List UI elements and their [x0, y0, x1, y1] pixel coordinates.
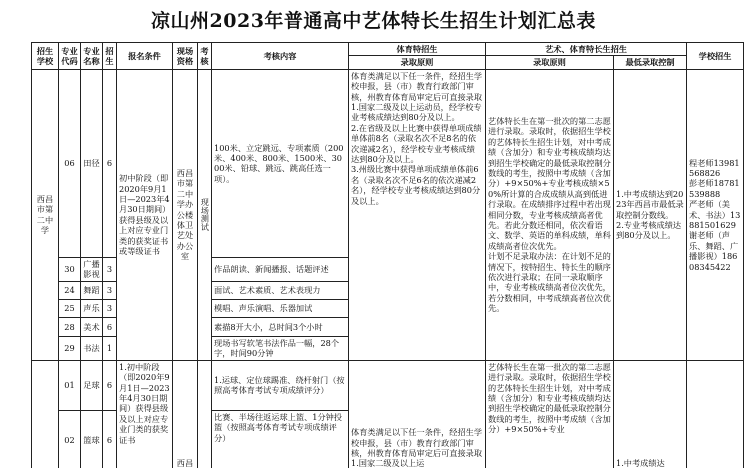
- contact: [687, 360, 744, 468]
- exam-content: 100米、立定跳远、专项素质（200米、400米、800米、1500米、3000米、铅球、跳远、跳高任选一项）。: [212, 69, 349, 257]
- exam-content: 面试、艺术素质、艺术表现力: [212, 281, 349, 299]
- header-sports-principle: 录取原则: [349, 56, 486, 69]
- major-name: 篮球: [81, 410, 103, 468]
- header-review: 考核: [198, 43, 212, 70]
- review-method: [198, 360, 212, 468]
- major-quota: 1: [103, 336, 117, 360]
- header-venue: 现场资格: [173, 43, 198, 70]
- major-quota: 6: [103, 410, 117, 468]
- exam-content: 比赛、半场往返运球上篮、1分钟投篮（按照高考体育考试专项成绩评分）: [212, 410, 349, 468]
- contact: 程老师13981568826 彭老师18781539888 严老师（美术、书法）13881501629 谢老师（声乐、舞蹈、广播影视）18608345422: [687, 69, 744, 360]
- sports-principle: 体育类满足以下任一条件，经招生学校申报，县（市）教育行政部门审核，州教育体育局审定后可直接录取 1.国家二级及以上运动员，经学校专业考核成绩达到80分及以上。 2.在省级及以上比赛中获得单项成绩单体前8名（录取名次不足8名的依次递减2名），经学校专业考核成绩达到80分及以上。 3.州级比赛中获得单项成绩单体前6名（录取名次不足6名的依次递减2名），经学校专业考核成绩达到80分及以上。: [349, 69, 486, 360]
- header-quota: 招生: [103, 43, 117, 70]
- major-name: 美术: [81, 317, 103, 336]
- major-code: 30: [59, 257, 81, 281]
- major-quota: 3: [103, 257, 117, 281]
- school-name: [32, 360, 59, 468]
- exam-content: 素描8开大小，总时间3个小时: [212, 317, 349, 336]
- table-row: [32, 360, 744, 410]
- major-code: 29: [59, 336, 81, 360]
- header-content: 考核内容: [212, 43, 349, 70]
- venue: 西昌: [173, 360, 198, 468]
- major-name: 书法: [81, 336, 103, 360]
- exam-content: 1.运球、定位球踢准、绕杆射门（按照高考体育考试专项成绩评分）: [212, 360, 349, 410]
- art-principle: 艺体特长生在第一批次的第二志愿进行录取。录取时，依据招生学校的艺体特长生招生计划，对中考成绩（含加分）和专业考核成绩均达到招生学校确定的最低录取控制分数线的考生，按照中考成绩（含加分）+9×50%+专业考核成绩×50%所计算的合成成绩从高到低进行录取。在成绩排序过程中若出现相同分数，专业考核成绩高者优先。若此分数还相同，依次看语文、数学、英语的单科成绩，单科成绩高者位次优先。 计划不足录取办法：在计划不足的情况下，按特招生、特长生的顺序依次进行录取；在同一录取顺序中，专业考核成绩高者位次优先，若分数相同，中考成绩高者位次优先。: [486, 69, 614, 360]
- major-code: 25: [59, 299, 81, 317]
- major-code: 02: [59, 410, 81, 468]
- header-major: 专业名称: [81, 43, 103, 70]
- sports-principle: 体育类满足以下任一条件，经招生学校申报，县（市）教育行政部门审核，州教育体育局审定后可直接录取 1.国家二级及以上运: [349, 360, 486, 468]
- major-name: 田径: [81, 69, 103, 257]
- header-art-group: 艺术、体育特长生招生: [486, 43, 687, 56]
- major-quota: 6: [103, 69, 117, 257]
- major-code: 24: [59, 281, 81, 299]
- header-school: 招生学校: [32, 43, 59, 70]
- major-quota: 3: [103, 299, 117, 317]
- major-code: 06: [59, 69, 81, 257]
- header-contact: 学校招生: [687, 43, 744, 70]
- apply-conditions: 初中阶段（即2020年9月1日—2023年4月30日期间）获得县级及以上对应专业门类的获奖证书或等级证书: [117, 69, 173, 360]
- venue: 西昌市第二中学办公楼体卫艺处办公室: [173, 69, 198, 360]
- major-code: 01: [59, 360, 81, 410]
- major-quota: 3: [103, 281, 117, 299]
- table-row: [32, 69, 744, 257]
- major-quota: 6: [103, 317, 117, 336]
- school-name: 西昌市第二中学: [32, 69, 59, 360]
- exam-content: 模唱、声乐演唱、乐器加试: [212, 299, 349, 317]
- header-code: 专业代码: [59, 43, 81, 70]
- major-code: 28: [59, 317, 81, 336]
- header-conditions: 报名条件: [117, 43, 173, 70]
- major-quota: 6: [103, 360, 117, 410]
- page-title: 凉山州2023年普通高中艺体特长生招生计划汇总表: [151, 10, 596, 32]
- art-principle: 艺体特长生在第一批次的第二志愿进行录取。录取时，依据招生学校的艺体特长生招生计划，对中考成绩（含加分）和专业考核成绩均达到招生学校确定的最低录取控制分数线的考生，按照中考成绩（含加分）+9×50%+专业: [486, 360, 614, 468]
- enrollment-table: [31, 42, 744, 468]
- review-method: 现场测试: [198, 69, 212, 360]
- exam-content: 现场书写软笔书法作品一幅，28个字，时间90分钟: [212, 336, 349, 360]
- header-art-min: 最低录取控制: [614, 56, 687, 69]
- major-name: 广播影视: [81, 257, 103, 281]
- major-name: 舞蹈: [81, 281, 103, 299]
- header-art-principle: 录取原则: [486, 56, 614, 69]
- major-name: 声乐: [81, 299, 103, 317]
- art-min-control: 1.中考成绩达到2023年西昌市最低录取控制分数线。 2.专业考核成绩达到80分及以上。: [614, 69, 687, 360]
- apply-conditions: 1.初中阶段（即2020年9月1日—2023年4月30日期间）获得县级及以上对应专业门类的获奖证书: [117, 360, 173, 468]
- art-min-control: 1.中考成绩达: [614, 360, 687, 468]
- exam-content: 作品朗读、新闻播报、话题评述: [212, 257, 349, 281]
- header-sports-group: 体育特招生: [349, 43, 486, 56]
- major-name: 足球: [81, 360, 103, 410]
